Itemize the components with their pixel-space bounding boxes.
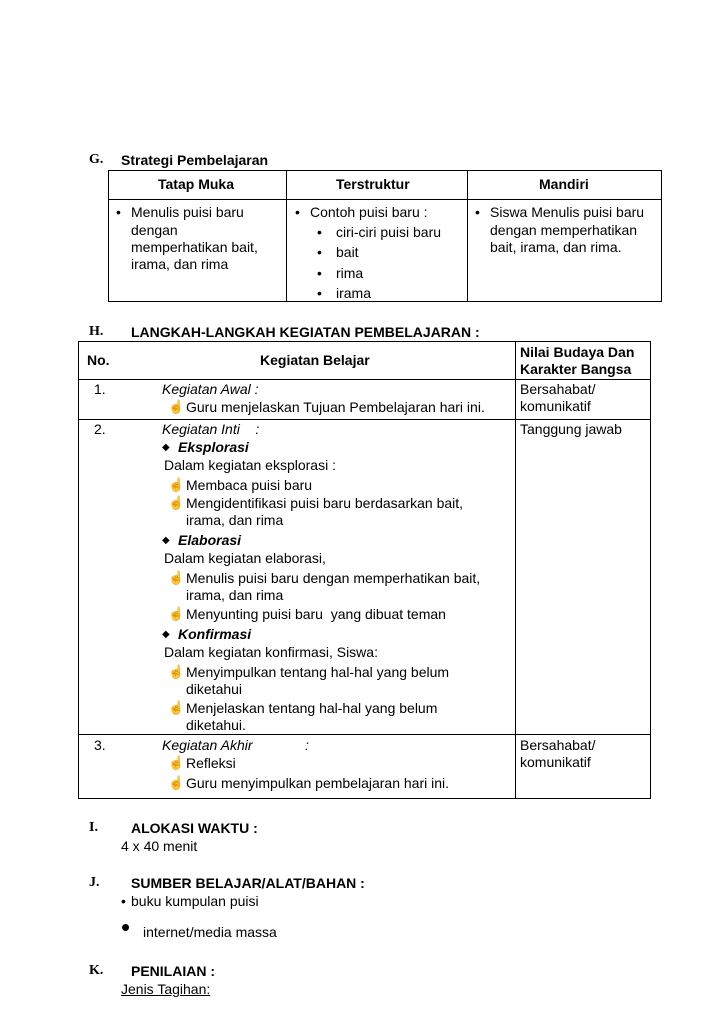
- section-j-title: SUMBER BELAJAR/ALAT/BAHAN :: [131, 875, 365, 891]
- row-item: Guru menyimpulkan pembelajaran hari ini.: [186, 775, 450, 791]
- elaborasi-item: Menyunting puisi baru yang dibuat teman: [186, 606, 446, 622]
- header-mandiri: Mandiri: [539, 176, 589, 192]
- terstruktur-item: bait: [336, 244, 359, 260]
- bullet-icon: •: [116, 204, 121, 220]
- bullet-icon: •: [121, 893, 126, 909]
- row-title: Kegiatan Inti :: [162, 421, 260, 437]
- hand-pointer-icon: ☝: [168, 495, 185, 510]
- header-tatap-muka: Tatap Muka: [158, 176, 234, 192]
- terstruktur-lead: Contoh puisi baru :: [310, 204, 428, 220]
- row-item: Refleksi: [186, 755, 236, 771]
- row-title: Kegiatan Awal :: [162, 381, 259, 397]
- elaborasi-heading: Elaborasi: [178, 532, 242, 548]
- source-item: buku kumpulan puisi: [131, 893, 259, 909]
- elaborasi-item: irama, dan rima: [186, 587, 284, 603]
- eksplorasi-item: Membaca puisi baru: [186, 477, 313, 493]
- diamond-icon: ◆: [162, 629, 170, 640]
- row-no: 2.: [94, 421, 106, 437]
- mandiri-line: Siswa Menulis puisi baru: [490, 204, 645, 220]
- hand-pointer-icon: ☝: [168, 570, 185, 585]
- terstruktur-item: rima: [336, 265, 364, 281]
- section-j-letter: J.: [89, 875, 100, 890]
- hand-pointer-icon: ☝: [168, 477, 185, 492]
- hand-pointer-icon: ☝: [168, 664, 185, 679]
- konfirmasi-intro: Dalam kegiatan konfirmasi, Siswa:: [164, 644, 378, 660]
- elaborasi-item: Menulis puisi baru dengan memperhatikan bait,: [186, 570, 481, 586]
- konfirmasi-item: Menjelaskan tentang hal-hal yang belum: [186, 700, 438, 716]
- section-h-title: LANGKAH-LANGKAH KEGIATAN PEMBELAJARAN :: [131, 324, 480, 340]
- konfirmasi-item: Menyimpulkan tentang hal-hal yang belum: [186, 664, 450, 680]
- hand-pointer-icon: ☝: [168, 399, 185, 414]
- bullet-icon: •: [317, 224, 322, 240]
- section-k-sub: Jenis Tagihan:: [121, 981, 211, 997]
- eksplorasi-item: Mengidentifikasi puisi baru berdasarkan bait,: [186, 495, 464, 511]
- header-nilai: Karakter Bangsa: [520, 361, 632, 377]
- tatap-muka-line: dengan: [131, 222, 178, 238]
- eksplorasi-item: irama, dan rima: [186, 512, 284, 528]
- hand-pointer-icon: ☝: [168, 700, 185, 715]
- row-item: Guru menjelaskan Tujuan Pembelajaran hari ini.: [186, 399, 485, 415]
- section-i-value: 4 x 40 menit: [121, 838, 198, 854]
- section-i-title: ALOKASI WAKTU :: [131, 820, 258, 836]
- bullet-icon: •: [121, 912, 131, 942]
- mandiri-line: dengan memperhatikan: [490, 222, 638, 238]
- eksplorasi-intro: Dalam kegiatan eksplorasi :: [164, 457, 336, 473]
- row-no: 1.: [94, 381, 106, 397]
- elaborasi-intro: Dalam kegiatan elaborasi,: [164, 550, 326, 566]
- bullet-icon: •: [317, 265, 322, 281]
- konfirmasi-item: diketahui.: [186, 717, 246, 733]
- diamond-icon: ◆: [162, 535, 170, 546]
- row-title-colon: :: [305, 737, 309, 753]
- tatap-muka-line: memperhatikan bait,: [131, 239, 258, 255]
- bullet-icon: •: [295, 204, 300, 220]
- section-g-letter: G.: [89, 152, 104, 167]
- row-nilai: komunikatif: [520, 754, 591, 770]
- section-i-letter: I.: [89, 820, 98, 835]
- hand-pointer-icon: ☝: [168, 755, 185, 770]
- header-no: No.: [87, 352, 110, 368]
- section-g-title: Strategi Pembelajaran: [121, 152, 269, 168]
- row-title: Kegiatan Akhir: [162, 737, 253, 753]
- bullet-icon: •: [317, 285, 322, 301]
- source-item: internet/media massa: [143, 924, 277, 940]
- eksplorasi-heading: Eksplorasi: [178, 439, 249, 455]
- section-h-letter: H.: [89, 324, 104, 339]
- diamond-icon: ◆: [162, 442, 170, 453]
- row-nilai: Tanggung jawab: [520, 421, 622, 437]
- header-terstruktur: Terstruktur: [336, 176, 410, 192]
- terstruktur-item: ciri-ciri puisi baru: [336, 224, 442, 240]
- mandiri-line: bait, irama, dan rima.: [490, 239, 622, 255]
- row-nilai: komunikatif: [520, 398, 591, 414]
- terstruktur-item: irama: [336, 285, 372, 301]
- hand-pointer-icon: ☝: [168, 606, 185, 621]
- header-nilai: Nilai Budaya Dan: [520, 344, 635, 360]
- bullet-icon: •: [475, 204, 480, 220]
- row-no: 3.: [94, 737, 106, 753]
- section-k-title: PENILAIAN :: [131, 963, 215, 979]
- tatap-muka-line: Menulis puisi baru: [131, 204, 244, 220]
- section-k-letter: K.: [89, 963, 104, 978]
- bullet-icon: •: [317, 244, 322, 260]
- konfirmasi-item: diketahui: [186, 681, 243, 697]
- header-kegiatan: Kegiatan Belajar: [260, 352, 370, 368]
- tatap-muka-line: irama, dan rima: [131, 256, 229, 272]
- konfirmasi-heading: Konfirmasi: [178, 626, 252, 642]
- hand-pointer-icon: ☝: [168, 775, 185, 790]
- row-nilai: Bersahabat/: [520, 737, 596, 753]
- row-nilai: Bersahabat/: [520, 381, 596, 397]
